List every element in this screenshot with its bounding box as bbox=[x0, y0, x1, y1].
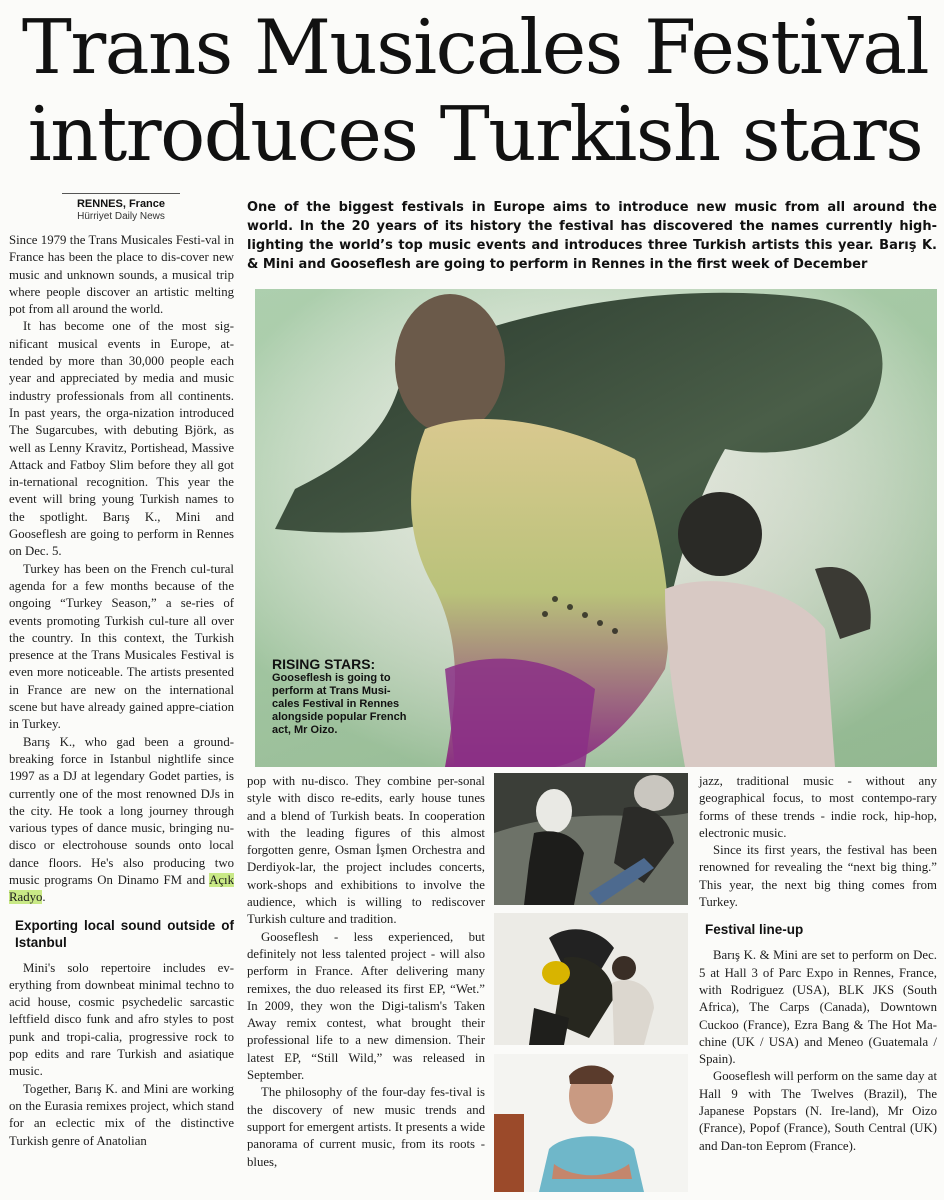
col1-paragraph-4-end: . bbox=[42, 890, 46, 905]
thumbnail-2-illustration bbox=[494, 913, 688, 1045]
caption-title: RISING STARS: bbox=[272, 656, 376, 672]
headline bbox=[10, 4, 940, 178]
col3-paragraph-1: jazz, traditional music - without any geographical focus, to most contempo-rary forms of these trends - indie rock, hip-hop, electronic music. bbox=[699, 774, 937, 840]
article-column-2 bbox=[247, 773, 485, 1171]
col1-paragraph-6: Together, Barış K. and Mini are working on the Eurasia remixes project, which stand for an eclectic mix of the distinctive Turkish genre of Anatolian bbox=[9, 1081, 234, 1148]
photo-caption bbox=[272, 657, 412, 737]
subhead-exporting-local-sound: Exporting local sound outside of Istanbul bbox=[15, 917, 234, 950]
headline-line-2: introduces Turkish stars bbox=[27, 90, 923, 178]
col2-paragraph-3: The philosophy of the four-day fes-tival is the discovery of new music trends and support for emergent artists. It presents a wide panorama of current music, from its roots - blues, bbox=[247, 1085, 485, 1169]
thumbnail-1-illustration bbox=[494, 773, 688, 905]
caption-text: Gooseflesh is going to perform at Trans Musi-cales Festival in Rennes alongside popular French act, Mr Oizo. bbox=[272, 672, 407, 736]
thumbnail-photo-1 bbox=[494, 773, 688, 905]
lede: One of the biggest festivals in Europe aims to introduce new music from all around the world. In the 20 years of its history the festival has discovered the names currently high-lighting the world’s top music events and introduces three Turkish artists this year. Barış K. & Mini and Gooseflesh are going to perform in Rennes in the first week of December bbox=[247, 200, 937, 272]
col2-paragraph-2: Gooseflesh - less experienced, but definitely not less talented project - will also perform in France. After delivering many remixes, the duo released its first EP, “Wet.” In 2009, they won the Digi-talism's Taken Away remix contest, what brought their professional life to a new dimension. Their latest EP, “Still Wild,” was released in September. bbox=[247, 929, 485, 1083]
col2-paragraph-1: pop with nu-disco. They combine per-sonal style with disco re-edits, early house tunes and a blend of Turkish beats. In cooperation with the leading figures of this almost forgotten genre, Osman İşmen Orchestra and Derdiyok-lar, the project includes concerts, work-shops and exhibitions to involve the audience, which is willing to rediscover Turkish culture and tradition. bbox=[247, 774, 485, 927]
headline-line-1: Trans Musicales Festival bbox=[21, 3, 929, 91]
col1-paragraph-4 bbox=[9, 734, 234, 907]
byline-place: RENNES, France bbox=[76, 198, 166, 210]
subhead-festival-line-up: Festival line-up bbox=[705, 922, 804, 938]
byline-source: Hürriyet Daily News bbox=[77, 211, 165, 222]
byline bbox=[10, 198, 232, 222]
thumbnail-photo-2 bbox=[494, 913, 688, 1045]
article-column-1 bbox=[9, 232, 234, 1150]
col3-paragraph-2: Since its first years, the festival has been renowned for revealing the “next big thing.” This year, the next big thing comes from Turkey. bbox=[699, 843, 937, 910]
article-column-3 bbox=[699, 773, 937, 1155]
col1-paragraph-2: It has become one of the most sig-nificant musical events in Europe, at-tended by more than 30,000 people each year and appreciated by media and music industry professionals from all continents. In past years, the orga-nization introduced The Sugarcubes, with debuting Björk, as well as Lenny Kravitz, Portishead, Massive Attack and Fatboy Slim before they all got in-ternational recognition. This year the event will bring young Turkish names to the spotlight. Barış K., Mini and Gooseflesh are going to perform in Rennes on Dec. 5. bbox=[9, 319, 234, 559]
col1-paragraph-4-text: Barış K., who gad been a ground-breaking force in Istanbul nightlife since 1997 as a DJ at legendary Godet parties, is currently one of the most renowned DJs in the city. He took a long journey through various types of dance music, bringing nu-disco or electrohouse sounds onto local dance floors. He's also producing two music programs On Dinamo FM and bbox=[9, 734, 234, 887]
col3-paragraph-3: Barış K. & Mini are set to perform on Dec. 5 at Hall 3 of Parc Expo in Rennes, France, with Rodriguez (USA), BLK JKS (South Africa), The Carps (Canada), Downtown Cuckoo (France), Ezra Bang & The Hot Ma-chine (UK / USA) and Meneo (Guatemala / Spain). bbox=[699, 948, 937, 1067]
col1-paragraph-1: Since 1979 the Trans Musicales Festi-val in France has been the place to dis-cover new music and unknown sounds, a musical trip where people discover an artistic melting pot from all around the world. bbox=[9, 233, 234, 317]
col3-paragraph-4: Gooseflesh will perform on the same day at Hall 9 with The Twelves (Brazil), The Japanese Popstars (N. Ire-land), Mr Oizo (France), Popof (France), South Central (UK) and Dan-ton Eeprom (France). bbox=[699, 1069, 937, 1153]
acik-radyo-highlight: Açık Radyo bbox=[9, 872, 234, 905]
thumbnail-3-illustration bbox=[494, 1054, 688, 1192]
col1-paragraph-5: Mini's solo repertoire includes ev-erything from downbeat minimal techno to acid house, cosmic psychedelic sarcastic leftfield disco funk and afro styles to post punk and tropi-calia, progressive rock to pop edits and rare Turkish and asiatique music. bbox=[9, 960, 234, 1079]
thumbnail-photo-3 bbox=[494, 1054, 688, 1192]
col1-paragraph-3: Turkey has been on the French cul-tural agenda for a few months because of the ongoing “Turkey Season,” a se-ries of events promoting Turkish cul-ture all over the country. In this context, the Turkish presence at the Trans Musicales Festival is even more noticeable. The artists presented in France are new on the international scene but have already gained appre-ciation in Turkey. bbox=[9, 561, 234, 732]
byline-rule bbox=[62, 193, 180, 194]
